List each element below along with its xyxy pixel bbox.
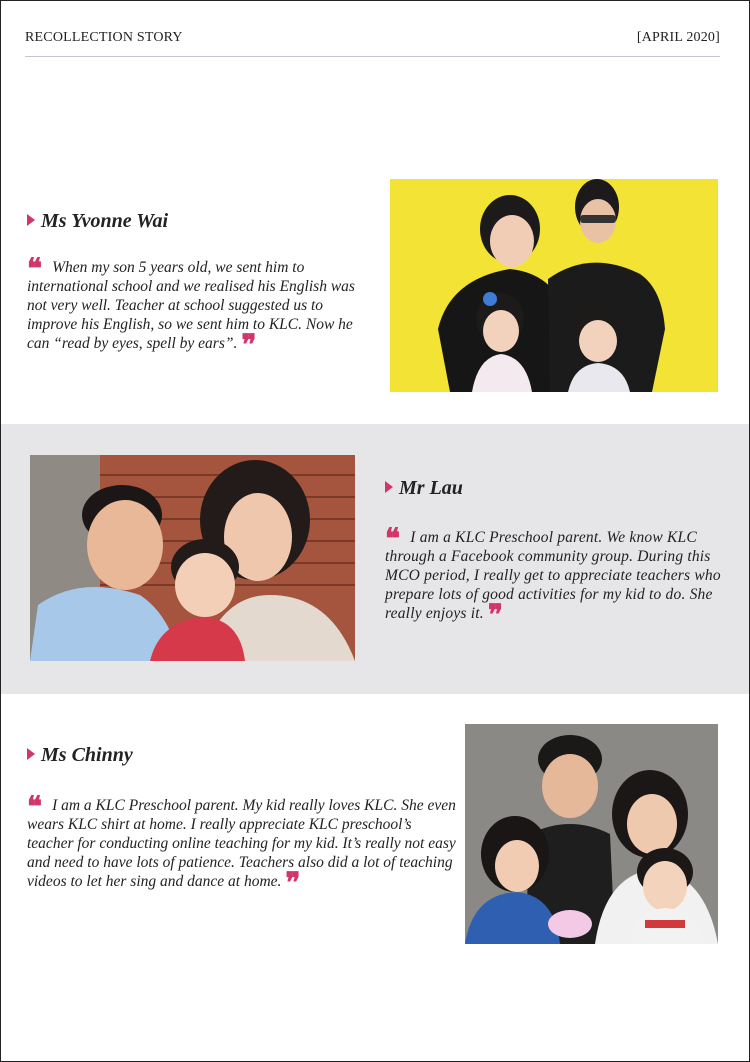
testimonial-1-quote: ❝ When my son 5 years old, we sent him to international school and we realised his English was not very well. Teacher at school suggested us to improve his English, so we sent him to KLC. Now he can “read by eyes, spell by ears”. ❞: [27, 252, 355, 361]
testimonial-1-photo: [390, 179, 718, 392]
triangle-marker-icon: [385, 481, 393, 493]
page-header: [25, 30, 720, 57]
testimonial-2-quote: ❝ I am a KLC Preschool parent. We know KLC through a Facebook community group. During this MCO period, I really get to appreciate teachers who prepare lots of good activities for my kid to do. She really enjoys it. ❞: [385, 522, 721, 631]
open-quote-icon: ❝: [385, 522, 401, 555]
open-quote-icon: ❝: [27, 790, 43, 823]
testimonial-3-quote: ❝ I am a KLC Preschool parent. My kid really loves KLC. She even wears KLC shirt at home. I really appreciate KLC preschool’s teacher for conducting online teaching for my kid. It’s really not easy and need to have lots of patience. Teachers also did a lot of teaching videos to let her sing and dance at home. ❞: [27, 790, 456, 899]
issue-date: [APRIL 2020]: [636, 30, 720, 45]
section-title: RECOLLECTION STORY: [25, 30, 183, 45]
triangle-marker-icon: [27, 748, 35, 760]
testimonial-2-photo: [30, 455, 355, 661]
close-quote-icon: ❞: [487, 598, 504, 631]
close-quote-icon: ❞: [285, 866, 301, 899]
open-quote-icon: ❝: [27, 252, 43, 285]
testimonial-3-photo: [465, 724, 718, 944]
testimonial-3-name: Ms Chinny: [27, 744, 133, 767]
triangle-marker-icon: [27, 214, 35, 226]
testimonial-1-name: Ms Yvonne Wai: [27, 210, 168, 233]
testimonial-2-name: Mr Lau: [385, 477, 463, 500]
close-quote-icon: ❞: [241, 328, 257, 361]
